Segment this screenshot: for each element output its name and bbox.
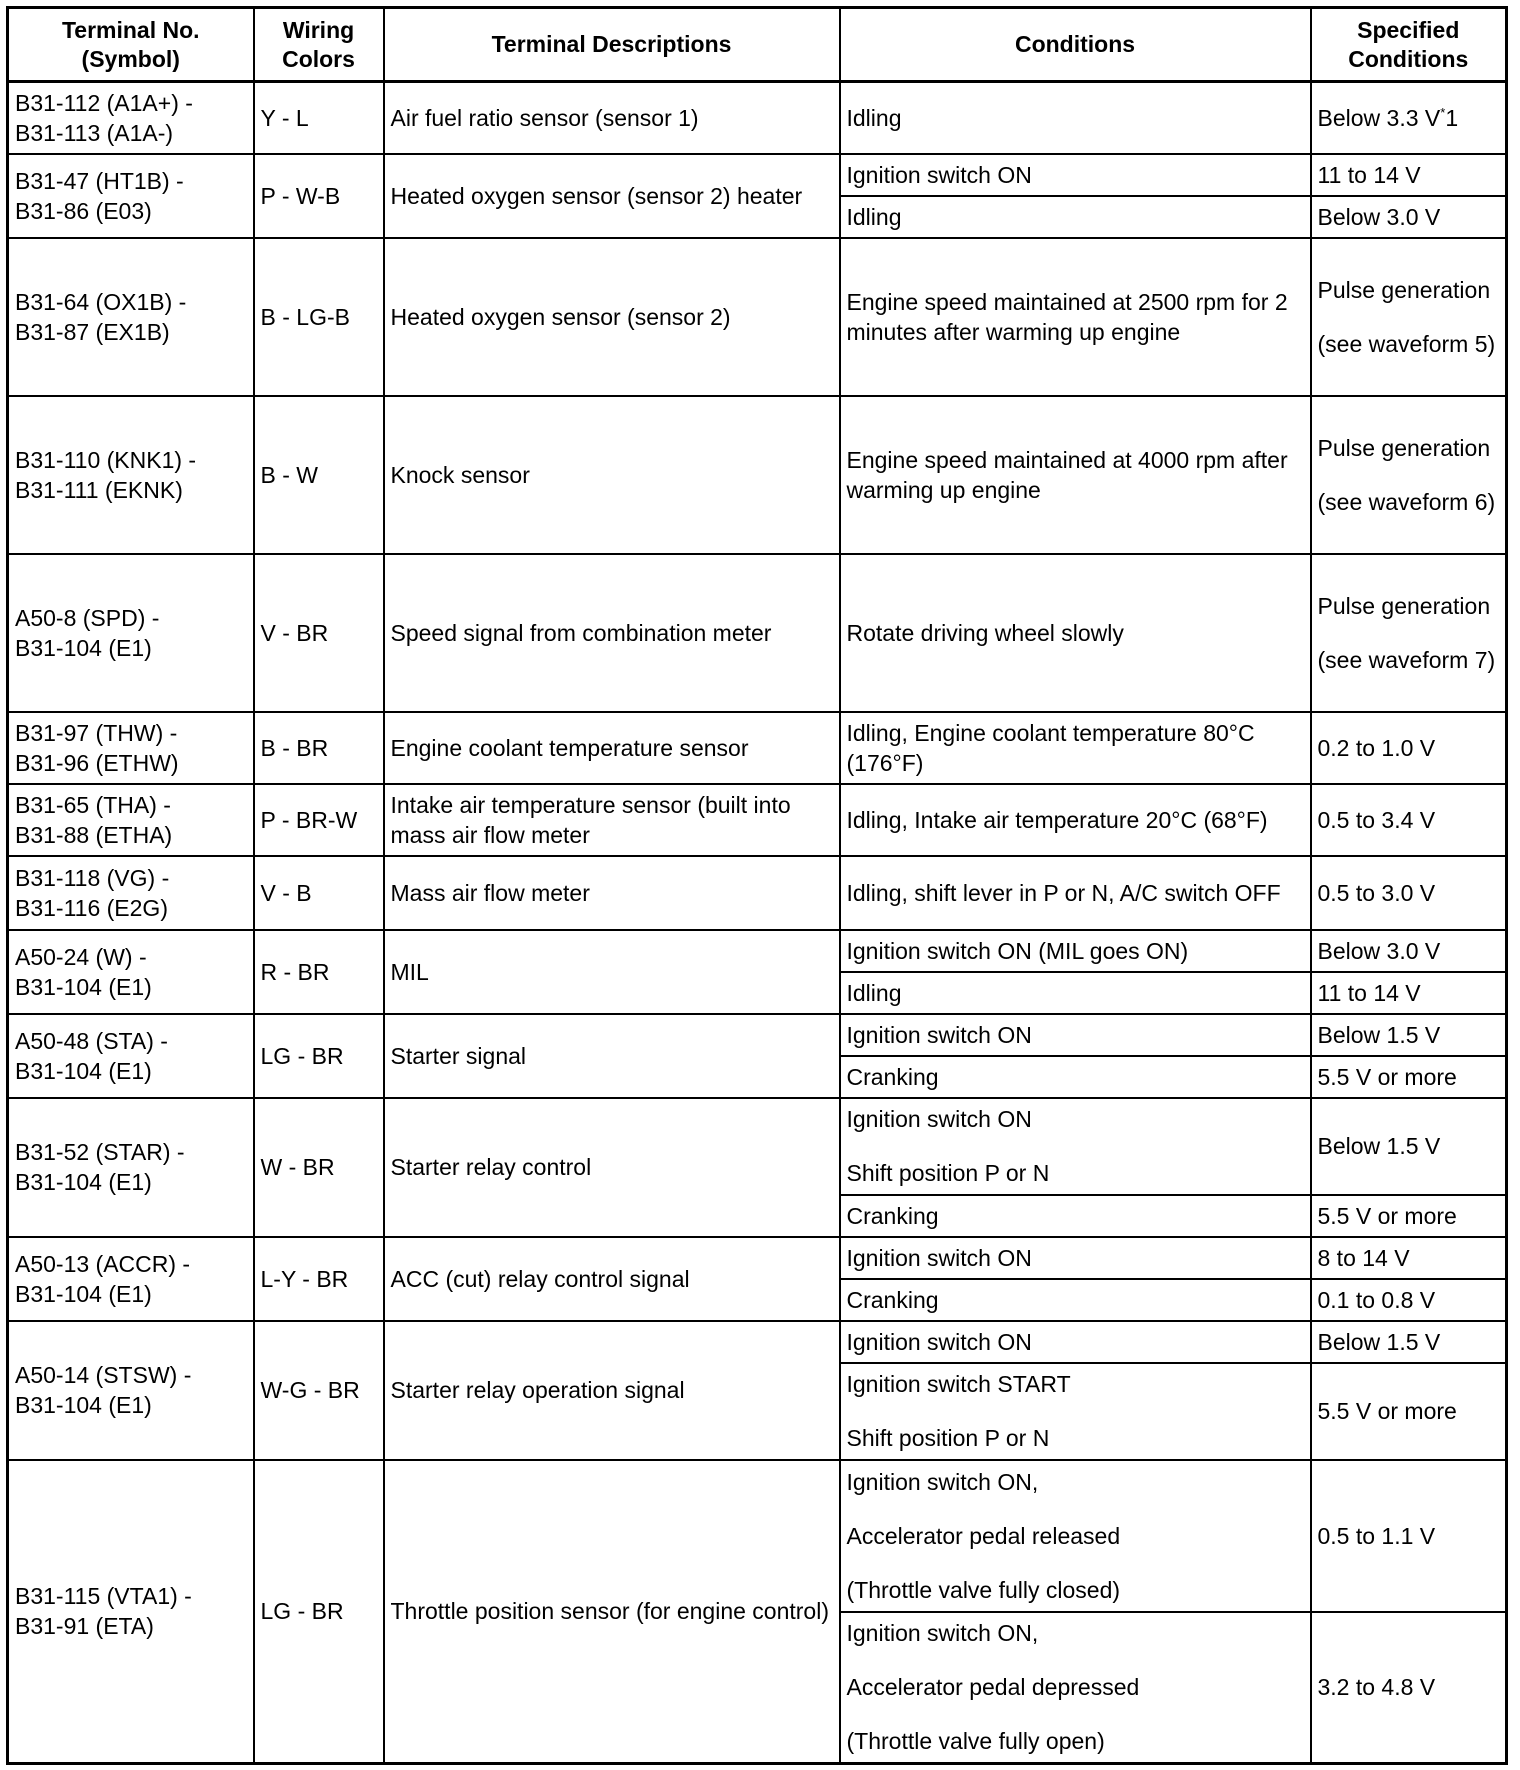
condition-cell: Ignition switch ON, Accelerator pedal released (Throttle valve fully closed) (840, 1460, 1311, 1612)
wiring-cell: P - BR-W (254, 784, 384, 856)
condition-cell: Engine speed maintained at 4000 rpm after warming up engine (840, 396, 1311, 554)
header-descriptions: Terminal Descriptions (384, 8, 840, 82)
condition-cell: Idling, Engine coolant temperature 80°C (176°F) (840, 712, 1311, 784)
terminal-cell: A50-8 (SPD) - B31-104 (E1) (8, 554, 254, 712)
spec-cell: 0.5 to 3.4 V (1311, 784, 1507, 856)
terminal-cell: B31-112 (A1A+) - B31-113 (A1A-) (8, 82, 254, 154)
header-row (8, 8, 1507, 82)
description-cell: Starter signal (384, 1014, 840, 1098)
wiring-cell: V - BR (254, 554, 384, 712)
terminal-cell: B31-65 (THA) - B31-88 (ETHA) (8, 784, 254, 856)
terminal-cell: B31-115 (VTA1) - B31-91 (ETA) (8, 1460, 254, 1764)
table-row (8, 1460, 1507, 1612)
condition-cell: Idling (840, 972, 1311, 1014)
table-row (8, 1321, 1507, 1363)
description-cell: Knock sensor (384, 396, 840, 554)
terminal-cell: B31-47 (HT1B) - B31-86 (E03) (8, 154, 254, 238)
condition-cell: Idling (840, 196, 1311, 238)
condition-cell: Cranking (840, 1279, 1311, 1321)
table-row (8, 712, 1507, 784)
description-cell: Speed signal from combination meter (384, 554, 840, 712)
table-row (8, 396, 1507, 554)
condition-cell: Engine speed maintained at 2500 rpm for 2 minutes after warming up engine (840, 238, 1311, 396)
wiring-cell: Y - L (254, 82, 384, 154)
header-specified: Specified Conditions (1311, 8, 1507, 82)
spec-cell: 3.2 to 4.8 V (1311, 1612, 1507, 1764)
description-cell: Starter relay control (384, 1098, 840, 1237)
terminal-cell: A50-13 (ACCR) - B31-104 (E1) (8, 1237, 254, 1321)
wiring-cell: B - LG-B (254, 238, 384, 396)
condition-cell: Idling (840, 82, 1311, 154)
spec-cell: Below 3.0 V (1311, 196, 1507, 238)
spec-cell: Below 1.5 V (1311, 1098, 1507, 1195)
condition-cell: Ignition switch START Shift position P or N (840, 1363, 1311, 1460)
condition-cell: Rotate driving wheel slowly (840, 554, 1311, 712)
terminal-cell: B31-118 (VG) - B31-116 (E2G) (8, 856, 254, 930)
table-row (8, 238, 1507, 396)
spec-cell: 11 to 14 V (1311, 972, 1507, 1014)
description-cell: Intake air temperature sensor (built into mass air flow meter (384, 784, 840, 856)
spec-cell: Below 3.0 V (1311, 930, 1507, 972)
header-conditions: Conditions (840, 8, 1311, 82)
terminal-cell: B31-52 (STAR) - B31-104 (E1) (8, 1098, 254, 1237)
description-cell: Throttle position sensor (for engine control) (384, 1460, 840, 1764)
condition-cell: Ignition switch ON (840, 1237, 1311, 1279)
condition-cell: Ignition switch ON, Accelerator pedal depressed (Throttle valve fully open) (840, 1612, 1311, 1764)
description-cell: Mass air flow meter (384, 856, 840, 930)
spec-cell: Pulse generation (see waveform 5) (1311, 238, 1507, 396)
terminal-cell: A50-24 (W) - B31-104 (E1) (8, 930, 254, 1014)
table-row (8, 856, 1507, 930)
description-cell: Air fuel ratio sensor (sensor 1) (384, 82, 840, 154)
terminal-cell: B31-64 (OX1B) - B31-87 (EX1B) (8, 238, 254, 396)
condition-cell: Idling, shift lever in P or N, A/C switch OFF (840, 856, 1311, 930)
condition-cell: Ignition switch ON (840, 1014, 1311, 1056)
spec-cell: Below 3.3 V*1 (1311, 82, 1507, 154)
spec-cell: Below 1.5 V (1311, 1321, 1507, 1363)
wiring-cell: B - BR (254, 712, 384, 784)
table-row (8, 930, 1507, 972)
table-row (8, 82, 1507, 154)
spec-cell: Pulse generation (see waveform 7) (1311, 554, 1507, 712)
spec-cell: 5.5 V or more (1311, 1056, 1507, 1098)
condition-cell: Idling, Intake air temperature 20°C (68°F) (840, 784, 1311, 856)
wiring-cell: V - B (254, 856, 384, 930)
spec-cell: 0.5 to 1.1 V (1311, 1460, 1507, 1612)
wiring-cell: W-G - BR (254, 1321, 384, 1460)
condition-cell: Cranking (840, 1195, 1311, 1237)
terminal-table (6, 6, 1508, 1765)
wiring-cell: L-Y - BR (254, 1237, 384, 1321)
spec-cell: 8 to 14 V (1311, 1237, 1507, 1279)
table-row (8, 1237, 1507, 1279)
wiring-cell: B - W (254, 396, 384, 554)
table-row (8, 554, 1507, 712)
spec-cell: 5.5 V or more (1311, 1363, 1507, 1460)
wiring-cell: LG - BR (254, 1014, 384, 1098)
condition-cell: Ignition switch ON (840, 1321, 1311, 1363)
spec-cell: Below 1.5 V (1311, 1014, 1507, 1056)
condition-cell: Cranking (840, 1056, 1311, 1098)
spec-cell: 0.2 to 1.0 V (1311, 712, 1507, 784)
description-cell: Starter relay operation signal (384, 1321, 840, 1460)
table-row (8, 1014, 1507, 1056)
wiring-cell: W - BR (254, 1098, 384, 1237)
terminal-cell: A50-48 (STA) - B31-104 (E1) (8, 1014, 254, 1098)
table-row (8, 784, 1507, 856)
header-terminal: Terminal No. (Symbol) (8, 8, 254, 82)
spec-cell: 11 to 14 V (1311, 154, 1507, 196)
terminal-table-wrapper (6, 6, 1508, 1765)
spec-cell: 5.5 V or more (1311, 1195, 1507, 1237)
condition-cell: Ignition switch ON Shift position P or N (840, 1098, 1311, 1195)
spec-cell: 0.1 to 0.8 V (1311, 1279, 1507, 1321)
description-cell: MIL (384, 930, 840, 1014)
wiring-cell: R - BR (254, 930, 384, 1014)
spec-cell: 0.5 to 3.0 V (1311, 856, 1507, 930)
description-cell: ACC (cut) relay control signal (384, 1237, 840, 1321)
spec-cell: Pulse generation (see waveform 6) (1311, 396, 1507, 554)
condition-cell: Ignition switch ON (MIL goes ON) (840, 930, 1311, 972)
wiring-cell: LG - BR (254, 1460, 384, 1764)
terminal-cell: A50-14 (STSW) - B31-104 (E1) (8, 1321, 254, 1460)
condition-cell: Ignition switch ON (840, 154, 1311, 196)
header-wiring: Wiring Colors (254, 8, 384, 82)
terminal-cell: B31-110 (KNK1) - B31-111 (EKNK) (8, 396, 254, 554)
description-cell: Heated oxygen sensor (sensor 2) heater (384, 154, 840, 238)
description-cell: Heated oxygen sensor (sensor 2) (384, 238, 840, 396)
wiring-cell: P - W-B (254, 154, 384, 238)
description-cell: Engine coolant temperature sensor (384, 712, 840, 784)
terminal-cell: B31-97 (THW) - B31-96 (ETHW) (8, 712, 254, 784)
table-row (8, 154, 1507, 196)
table-row (8, 1098, 1507, 1195)
